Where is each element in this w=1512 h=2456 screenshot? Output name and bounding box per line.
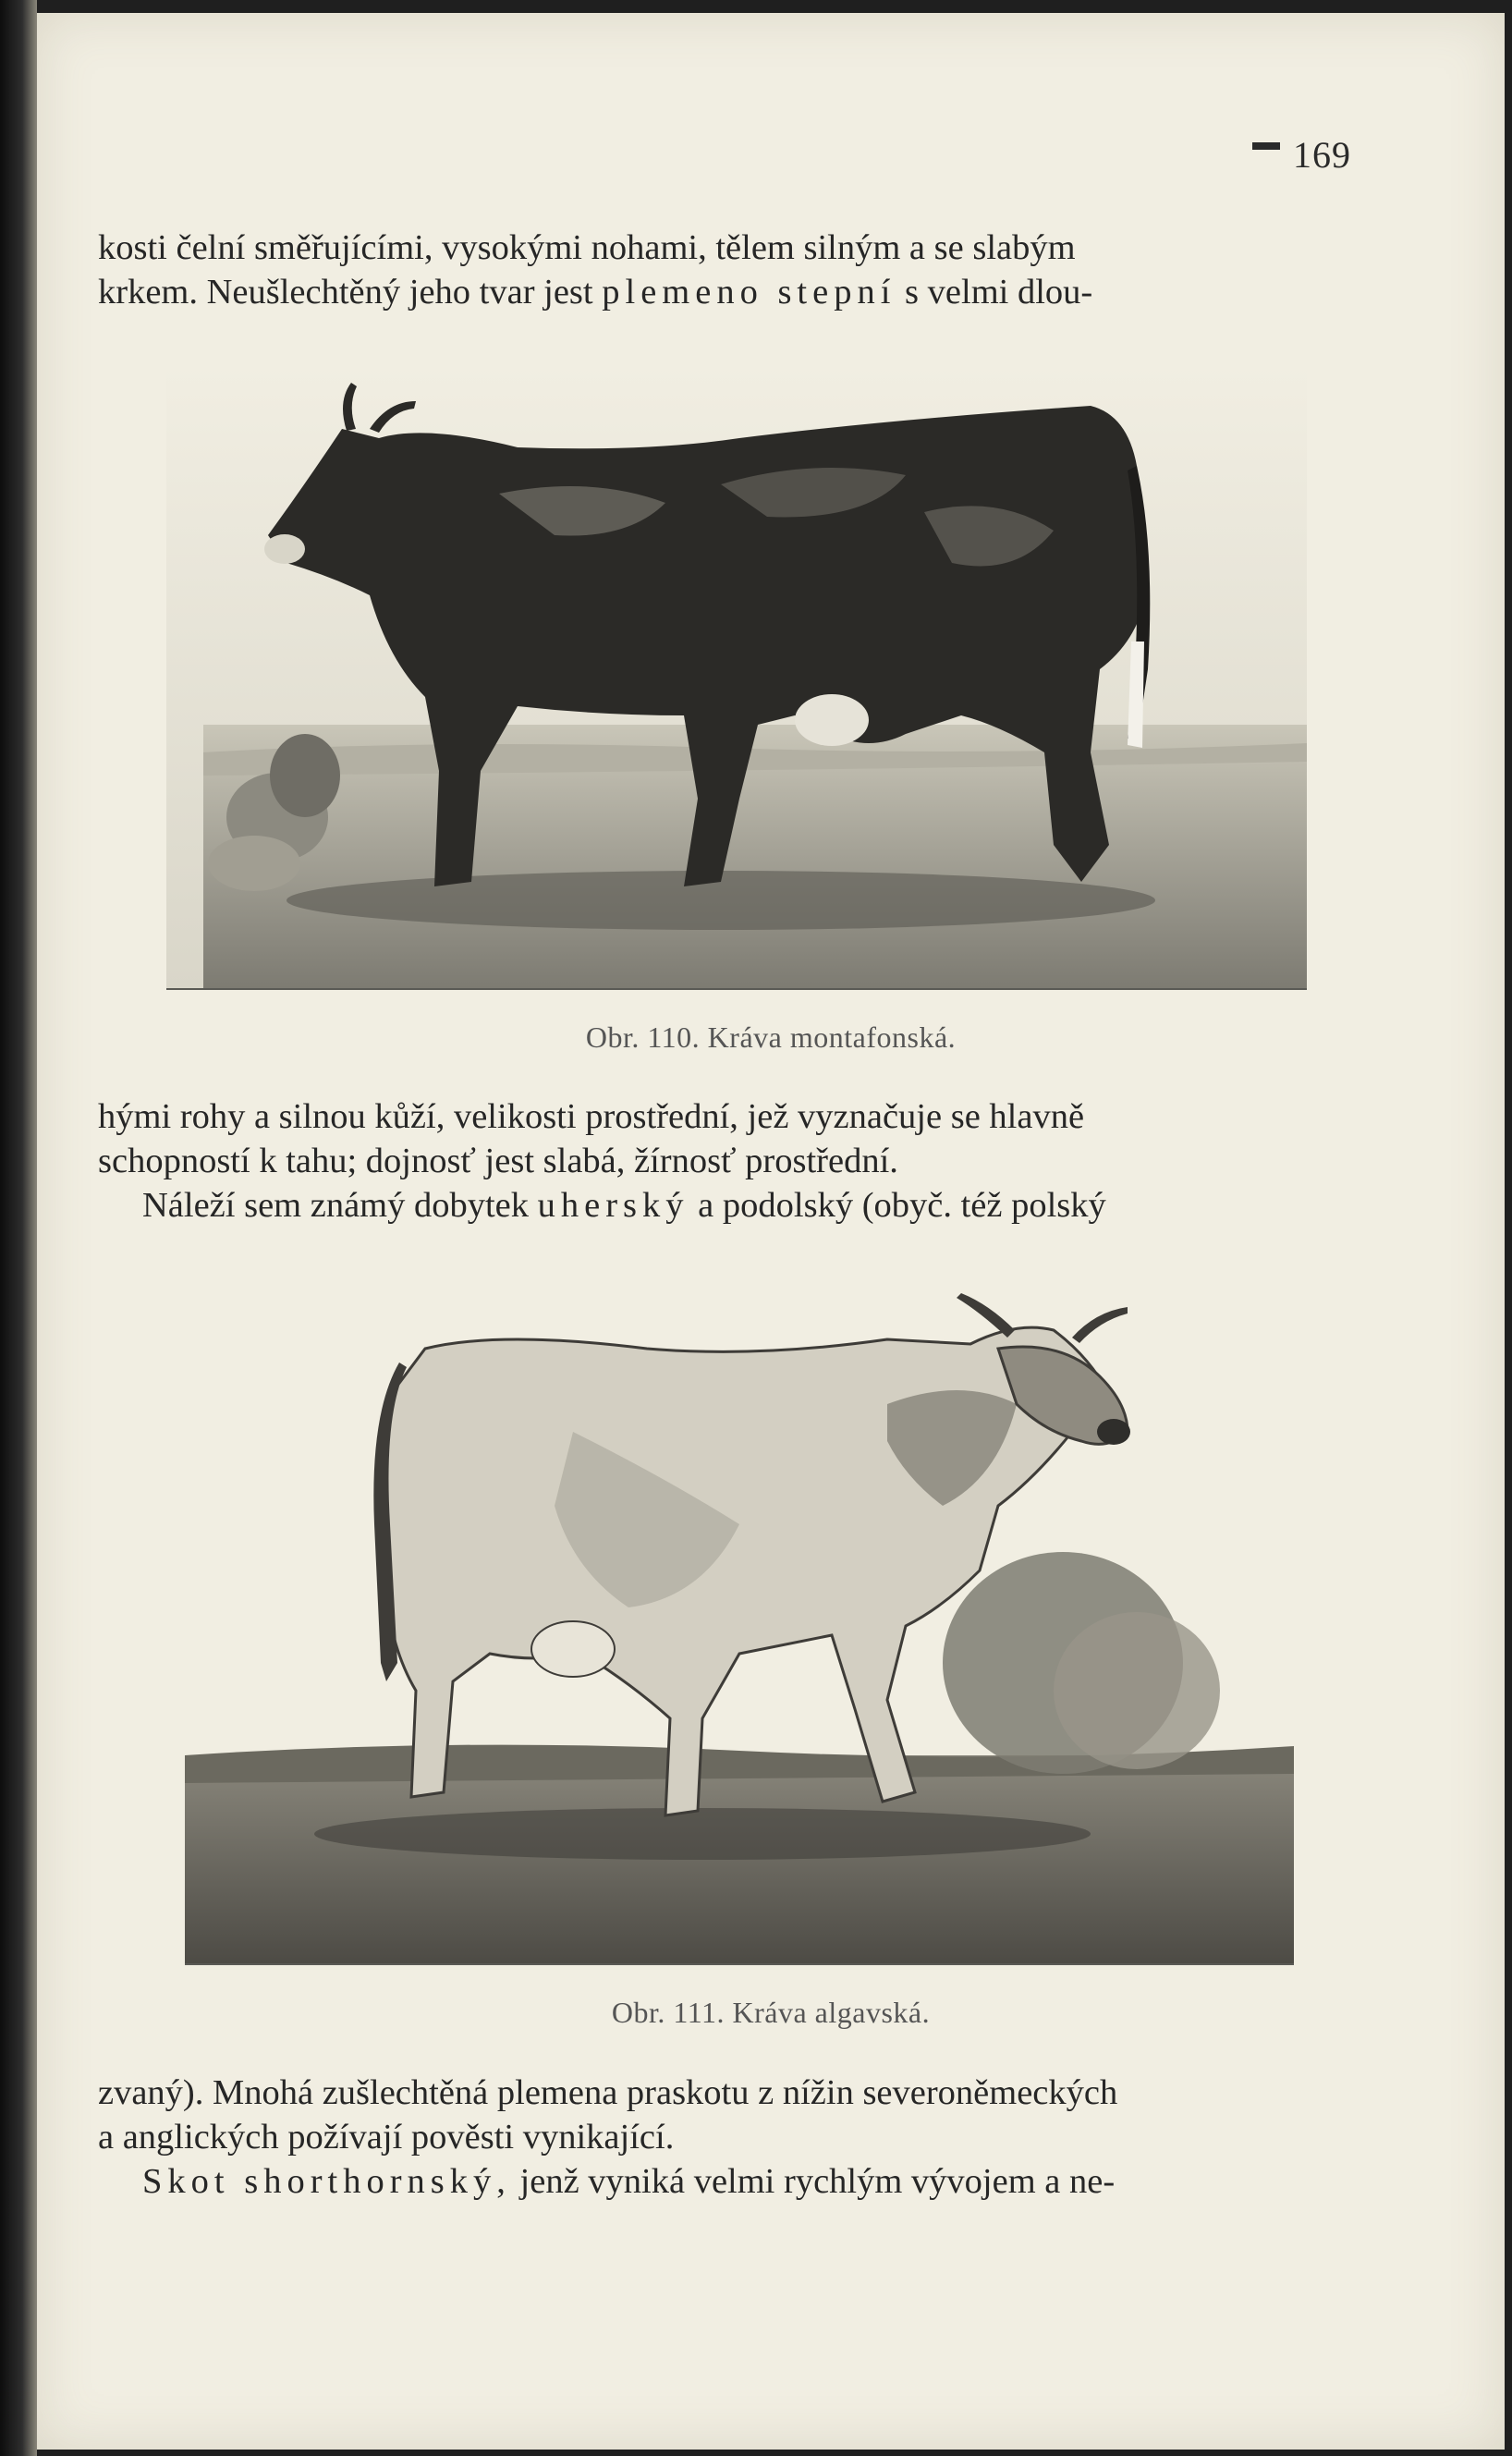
cow-illustration-dark [166,364,1307,988]
page-mark [1252,142,1280,150]
paragraph-bottom [98,2071,1373,2204]
book-page [37,13,1505,2450]
text-line: hými rohy a silnou kůží, velikosti prostřední, jež vyznačuje se hlavně [98,1097,1085,1136]
text-line: kosti čelní směřujícími, vysokými nohami, tělem silným a se slabým [98,228,1076,267]
book-spine-shadow [0,0,37,2456]
text-line: zvaný). Mnohá zušlechtěná plemena praskotu z nížin severoněmeckých [98,2073,1118,2112]
cow-illustration-light [185,1293,1294,1963]
figure-110 [166,364,1307,990]
page-number: 169 [1293,133,1351,177]
text-line: a anglických požívají pověsti vynikající. [98,2118,675,2157]
text-line: schopností k tahu; dojnosť jest slabá, žírnosť prostřední. [98,1142,898,1180]
spaced-term: Skot shorthornský, [142,2162,511,2201]
figure-111-caption: Obr. 111. Kráva algavská. [611,1996,931,2029]
spaced-term: uherský [537,1186,689,1225]
paragraph-middle [98,1094,1373,1228]
text-line: Náleží sem známý dobytek uherský a podolský (obyč. též polský [142,1186,1106,1225]
figure-110-caption: Obr. 110. Kráva montafonská. [585,1020,957,1054]
figure-111 [185,1293,1294,1965]
text-line: krkem. Neušlechtěný jeho tvar jest plemeno stepní s velmi dlou- [98,273,1093,312]
spaced-term: plemeno stepní [602,273,896,312]
text-line: Skot shorthornský, jenž vyniká velmi rychlým vývojem a ne- [142,2162,1116,2201]
paragraph-top [98,226,1373,314]
